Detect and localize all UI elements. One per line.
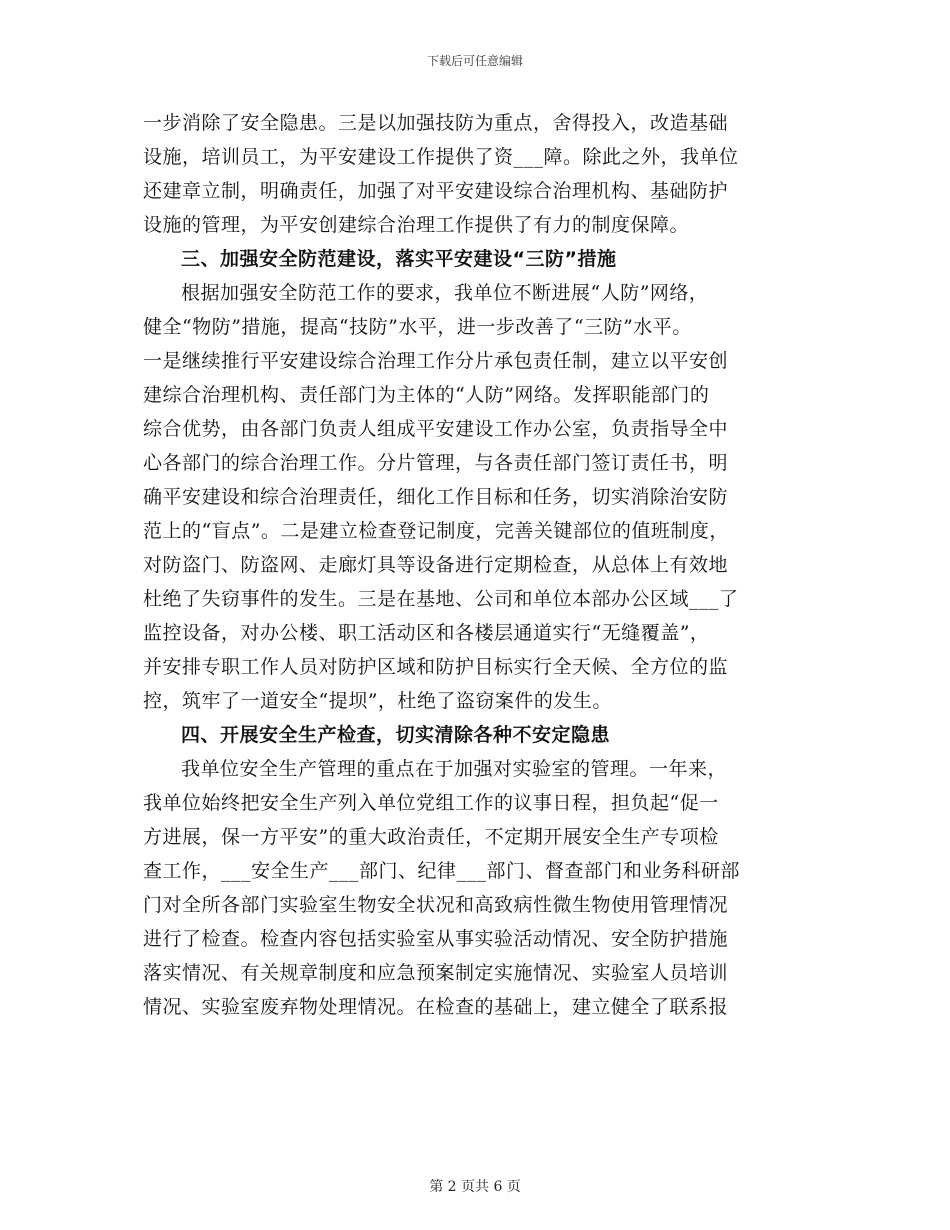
text-line: 范上的“盲点”。二是建立检查登记制度，完善关键部位的值班制度， [143, 520, 729, 542]
text-line: 门对全所各部门实验室生物安全状况和高致病性微生物使用管理情况 [143, 894, 729, 916]
text-line: 健全“物防”措施，提高“技防”水平，进一步改善了“三防”水平。 [143, 316, 692, 338]
text-line: 我单位安全生产管理的重点在于加强对实验室的管理。一年来， [181, 758, 728, 780]
page-header: 下载后可任意编辑 [426, 54, 523, 68]
text-line: 对防盗门、防盗网、走廊灯具等设备进行定期检查，从总体上有效地 [143, 554, 729, 576]
page-footer: 第 2 页共 6 页 [429, 1179, 521, 1195]
text-line: 我单位始终把安全生产列入单位党组工作的议事日程，担负起“促一 [143, 792, 719, 814]
text-line: 建综合治理机构、责任部门为主体的“人防”网络。发挥职能部门的 [143, 384, 710, 406]
text-line: 控，筑牢了一道安全“提坝”，杜绝了盗窃案件的发生。 [143, 690, 612, 712]
section-heading-3: 三、加强安全防范建设，落实平安建设“三防”措施 [181, 248, 617, 270]
text-line: 方进展，保一方平安”的重大政治责任，不定期开展安全生产专项检 [143, 826, 719, 848]
text-line: 根据加强安全防范工作的要求，我单位不断进展“人防”网络， [181, 282, 709, 304]
text-line: 还建章立制，明确责任，加强了对平安建设综合治理机构、基础防护 [143, 180, 729, 202]
text-line: 进行了检查。检查内容包括实验室从事实验活动情况、安全防护措施 [143, 928, 729, 950]
paragraph-2 [143, 276, 807, 718]
text-line: 杜绝了失窃事件的发生。三是在基地、公司和单位本部办公区域___了 [143, 588, 739, 610]
text-line: 监控设备，对办公楼、职工活动区和各楼层通道实行“无缝覆盖”， [143, 622, 710, 644]
text-line: 设施，培训员工，为平安建设工作提供了资___障。除此之外，我单位 [143, 146, 739, 168]
section-heading-4: 四、开展安全生产检查，切实清除各种不安定隐患 [181, 724, 611, 746]
text-line: 综合优势，由各部门负责人组成平安建设工作办公室，负责指导全中 [143, 418, 729, 440]
text-line: 心各部门的综合治理工作。分片管理，与各责任部门签订责任书，明 [143, 452, 729, 474]
text-line: 情况、实验室废弃物处理情况。在检查的基础上，建立健全了联系报 [143, 996, 729, 1018]
paragraph-1 [143, 106, 807, 242]
text-line: 确平安建设和综合治理责任，细化工作目标和任务，切实消除治安防 [143, 486, 729, 508]
paragraph-3 [143, 752, 807, 1024]
text-line: 查工作，___安全生产___部门、纪律___部门、督查部门和业务科研部 [143, 860, 741, 882]
text-line: 设施的管理，为平安创建综合治理工作提供了有力的制度保障。 [143, 214, 690, 236]
text-line: 落实情况、有关规章制度和应急预案制定实施情况、实验室人员培训 [143, 962, 729, 984]
document-body [143, 106, 807, 1024]
text-line: 一是继续推行平安建设综合治理工作分片承包责任制，建立以平安创 [143, 350, 729, 372]
text-line: 一步消除了安全隐患。三是以加强技防为重点，舍得投入，改造基础 [143, 112, 729, 134]
text-line: 并安排专职工作人员对防护区域和防护目标实行全天候、全方位的监 [143, 656, 729, 678]
